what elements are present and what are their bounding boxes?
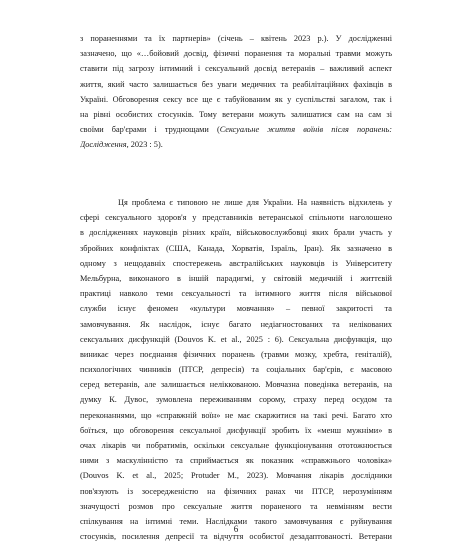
citation-italic-title: Сексуальне життя воїнів після поранень: [219,125,392,135]
text-line: ставити під загрозу інтимний і сексуальний досвід ветеранів – важливий аспект [80,64,392,74]
text-line: сфері сексуального здоров'я у представників ветеранської спільноти наголошено [80,213,392,223]
text-line: психологічних чинників (ПТСР, депресія) та соціальних бар'єрів, є масовою [80,365,392,375]
text-line: переконаннями, що «справжній воїн» не має скаржитися на такі речі. Багато хто [80,410,392,420]
text-line: думку К. Дувос, зумовлена переживанням сорому, страху перед осудом та [80,395,392,405]
citation-tail: , 2023 : 5). [126,140,163,150]
text-line: одному з нещодавніх спостережень австралійських науковців із Університету [80,258,392,268]
text-line: практиці навколо теми сексуальності та інтимного життя після військової [80,289,392,299]
text-line-citation-end [80,137,392,152]
text-line: замовчування. Як наслідок, існує багато недіагностованих та нелікованих [80,319,392,329]
paragraph-1 [80,31,392,153]
text-line: серед ветеранів, але залишається неліккованою. Мовчазна поведінка ветеранів, на [80,380,392,390]
citation-lead: своїми бар'єрами і труднощами ( [80,125,220,135]
text-line: в дослідженнях науковців різних країн, військовослужбовці яких брали участь у [80,228,392,238]
text-line: Україні. Обговорення сексу все ще є табуйованим як у суспільстві загалом, так і [80,94,392,104]
text-line: служби існує феномен «культури мовчання» – певної закритості та [80,304,392,314]
text-line: сексуальних дисфункцій (Douvos K. et al., 2025 : 6). Сексуальна дисфункція, що [80,334,392,344]
text-line: збройних конфліктах (США, Канада, Хорватія, Ізраїль, Іран). Як зазначено в [80,243,392,253]
text-line: пов'язують із зосередженістю на фізичних ранах чи ПТСР, нерозумінням [80,486,392,496]
paragraph-2 [80,195,392,544]
text-line: Мельбурна, виконаного в іншій парадигмі, у світовій медичній і життєвій [80,273,392,283]
text-line: виникає через поєднання фізичних поранень (травми мозку, хребта, геніталій), [80,349,392,359]
text-line: (Douvos K. et al., 2025; Protuder M., 2023). Мовчання лікарів дослідники [80,471,392,481]
text-line: Ця проблема є типовою не лише для України. На наявність відхилень у [118,198,392,207]
text-line: очах лікарів чи побратимів, оскільки сексуальне функціонування ототожнюється [80,441,392,450]
text-line: зазначено, що «…бойовий досвід, фізичні поранення та моральні травми можуть [80,49,392,59]
text-line-with-citation [80,122,392,137]
page-number: 6 [233,524,239,534]
text-line: ними з маскулінністю та сприймається як показник «справжнього чоловіка» [80,456,392,466]
text-line: значущості розмов про сексуальне життя пораненого та невмінням вести [80,501,392,511]
text-line: на рівні особистих стосунків. Тому ветерани можуть залишатися сам на сам зі [80,109,392,119]
text-line: спілкування на інтимні теми. Наслідками такого замовчування є руйнування [80,516,392,526]
text-line: життя, який часто залишається без уваги медичних та реабілітаційних фахівців в [80,79,392,89]
citation-italic-subtitle: Дослідження [80,140,127,150]
text-line: боїться, що обговорення сексуальної дисфункції зробить їх «менш мужніми» в [80,425,392,435]
text-line: стосунків, посилення депресії та відчуття особистої дезадаптованості. Ветерани [80,532,392,542]
text-line: з пораненнями та їх партнерів» (січень – квітень 2023 р.). У дослідженні [80,34,392,43]
